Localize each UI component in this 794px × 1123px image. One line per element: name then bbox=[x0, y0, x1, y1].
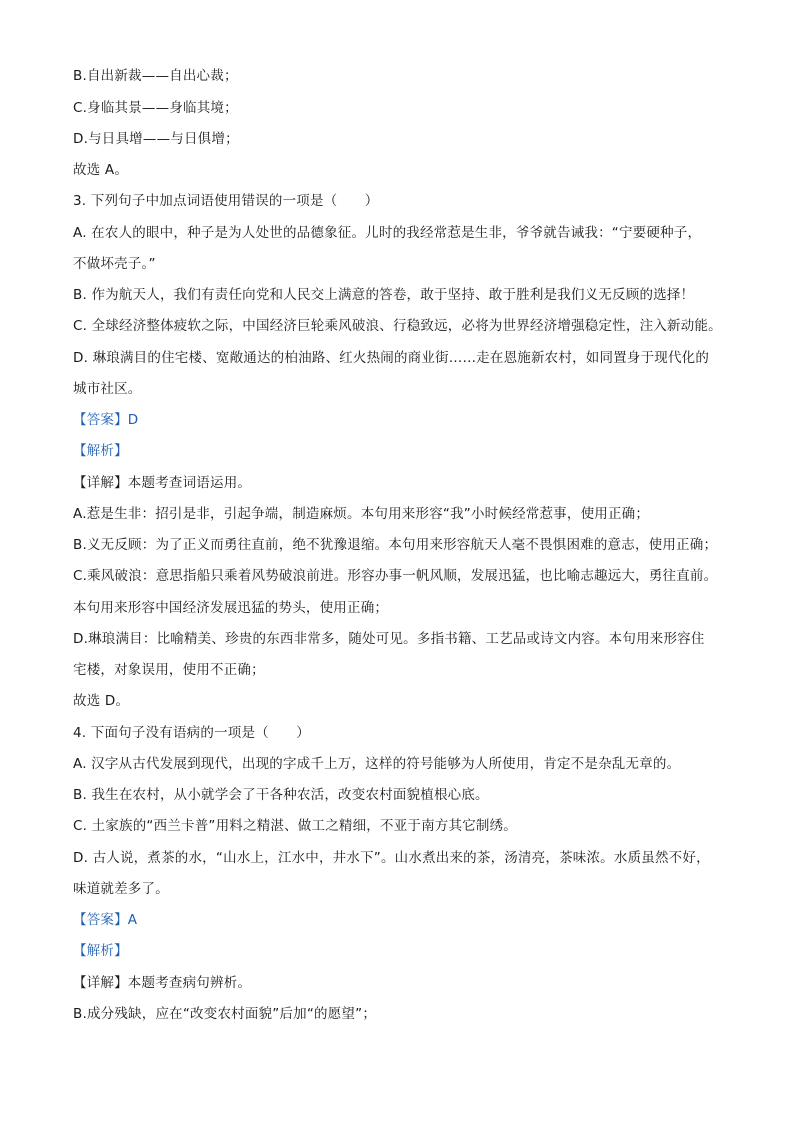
question-3-stem: 3. 下列句子中加点词语使用错误的一项是（ ） bbox=[73, 193, 379, 209]
analysis-label-4: 【解析】 bbox=[73, 943, 128, 959]
answer-choice-3: 故选 D。 bbox=[73, 693, 130, 709]
question-3-option-d-cont: 城市社区。 bbox=[73, 381, 142, 397]
question-4-option-b: B. 我生在农村，从小就学会了干各种农活，改变农村面貌植根心底。 bbox=[73, 787, 489, 803]
detail-d: D.琳琅满目：比喻精美、珍贵的东西非常多，随处可见。多指书籍、工艺品或诗文内容。本句用来形容住 bbox=[73, 631, 705, 647]
detail-intro: 【详解】本题考查词语运用。 bbox=[73, 475, 252, 491]
option-b-correction: B.自出新裁——自出心裁； bbox=[73, 68, 238, 84]
detail-a: A.惹是生非：招引是非，引起争端，制造麻烦。本句用来形容“我”小时候经常惹事，使用正确； bbox=[73, 506, 650, 522]
answer-choice: 故选 A。 bbox=[73, 162, 129, 178]
detail-d-cont: 宅楼，对象误用，使用不正确； bbox=[73, 662, 265, 678]
analysis-label: 【解析】 bbox=[73, 443, 128, 459]
option-c-correction: C.身临其景——身临其境； bbox=[73, 100, 238, 116]
answer-label-4: 【答案】A bbox=[73, 912, 138, 928]
detail-c: C.乘风破浪：意思指船只乘着风势破浪前进。形容办事一帆风顺，发展迅猛，也比喻志趣远大，勇往直前。 bbox=[73, 568, 718, 584]
question-3-option-d: D. 琳琅满目的住宅楼、宽敞通达的柏油路、红火热闹的商业街……走在恩施新农村，如同置身于现代化的 bbox=[73, 350, 710, 366]
detail-c-cont: 本句用来形容中国经济发展迅猛的势头，使用正确； bbox=[73, 600, 389, 616]
question-4-option-d: D. 古人说，煮茶的水，“山水上，江水中，井水下”。山水煮出来的茶，汤清亮，茶味浓。水质虽然不好， bbox=[73, 850, 710, 866]
option-d-correction: D.与日具增——与日俱增； bbox=[73, 131, 239, 147]
question-3-option-a: A. 在农人的眼中，种子是为人处世的品德象征。儿时的我经常惹是生非，爷爷就告诫我：“宁要硬种子， bbox=[73, 225, 702, 241]
question-4-option-c: C. 土家族的“西兰卡普”用料之精湛、做工之精细，不亚于南方其它制绣。 bbox=[73, 818, 517, 834]
question-3-option-a-cont: 不做坏壳子。” bbox=[73, 256, 156, 272]
detail-b: B.义无反顾：为了正义而勇往直前，绝不犹豫退缩。本句用来形容航天人毫不畏惧困难的意志，使用正确； bbox=[73, 537, 718, 553]
question-3-option-c: C. 全球经济整体疲软之际，中国经济巨轮乘风破浪、行稳致远，必将为世界经济增强稳定性，注入新动能。 bbox=[73, 318, 722, 334]
question-4-option-d-cont: 味道就差多了。 bbox=[73, 881, 169, 897]
answer-label: 【答案】D bbox=[73, 412, 139, 428]
question-4-option-a: A. 汉字从古代发展到现代，出现的字成千上万，这样的符号能够为人所使用，肯定不是杂乱无章的。 bbox=[73, 756, 681, 772]
detail-intro-4: 【详解】本题考查病句辨析。 bbox=[73, 975, 252, 991]
detail-b-4: B.成分残缺，应在“改变农村面貌”后加“的愿望”； bbox=[73, 1006, 377, 1022]
question-3-option-b: B. 作为航天人，我们有责任向党和人民交上满意的答卷，敢于坚持、敢于胜利是我们义无反顾的选择！ bbox=[73, 287, 695, 303]
question-4-stem: 4. 下面句子没有语病的一项是（ ） bbox=[73, 725, 310, 741]
